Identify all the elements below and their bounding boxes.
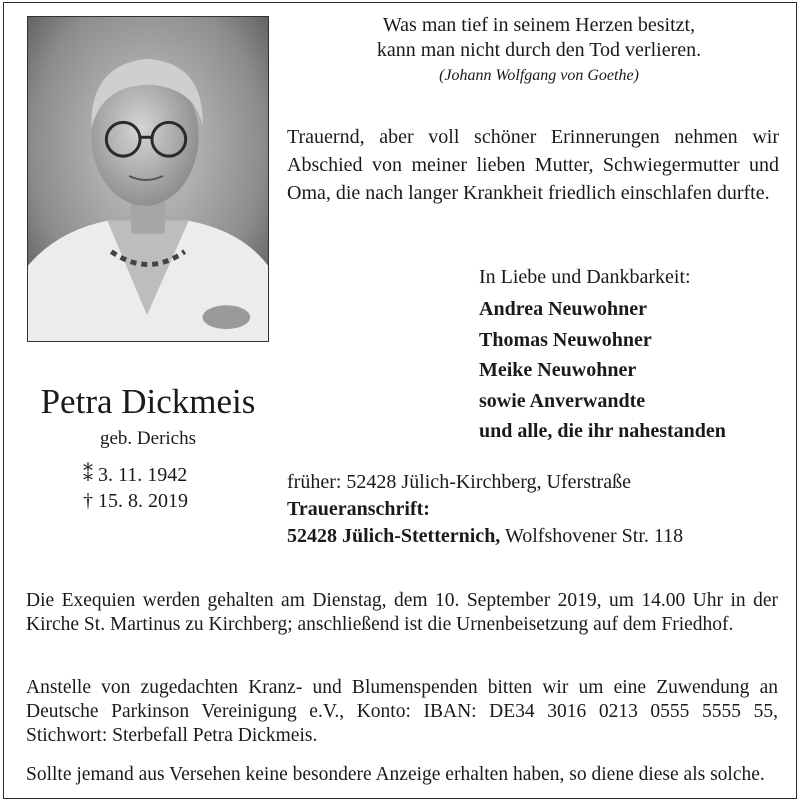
mourner-name: Andrea Neuwohner [479, 298, 647, 320]
mourners-list [479, 294, 726, 447]
thanks-line: In Liebe und Dankbarkeit: [479, 266, 691, 288]
closing-paragraph: Sollte jemand aus Versehen keine besondere Anzeige erhalten haben, so diene diese als solche. [26, 764, 765, 785]
mourning-address-street: Wolfshovener Str. 118 [500, 525, 684, 547]
portrait-photo [27, 16, 269, 342]
life-dates [83, 462, 213, 514]
deceased-block [27, 381, 269, 514]
maiden-name: geb. Derichs [99, 428, 197, 449]
mourner-name: Thomas Neuwohner [479, 328, 652, 351]
mourning-address-label: Traueranschrift: [287, 498, 430, 520]
service-paragraph: Die Exequien werden gehalten am Dienstag, dem 10. September 2019, um 14.00 Uhr in der Kirche St. Martinus zu Kirchberg; anschließend ist die Urnenbeisetzung auf dem Friedhof. [26, 590, 778, 635]
mourning-address-city: 52428 Jülich-Stetternich, [287, 525, 501, 547]
mourner-name: und alle, die ihr nahestanden [479, 420, 726, 442]
deceased-name: Petra Dickmeis [40, 382, 256, 421]
quote-author: (Johann Wolfgang von Goethe) [439, 67, 639, 84]
quote-line-2: kann man nicht durch den Tod verlieren. [376, 39, 702, 61]
intro-text: Trauernd, aber voll schöner Erinnerungen nehmen wir Abschied von meiner lieben Mutter, Schwiegermutter und Oma, die nach langer Krankheit friedlich einschlafen durfte. [287, 126, 779, 204]
birth-date: ⁑ 3. 11. 1942 [83, 464, 188, 486]
obituary-notice [3, 2, 797, 799]
former-address: früher: 52428 Jülich-Kirchberg, Uferstraße [287, 471, 631, 493]
donation-paragraph: Anstelle von zugedachten Kranz- und Blumenspenden bitten wir um eine Zuwendung an Deutsche Parkinson Vereinigung e.V., Konto: IBAN: DE34 3016 0213 0555 5555 55, Stichwort: Sterbefall Petra Dickmeis. [26, 677, 778, 746]
death-date: † 15. 8. 2019 [83, 490, 188, 512]
mourning-address [287, 523, 683, 550]
mourner-name: sowie Anverwandte [479, 389, 646, 412]
goethe-quote [304, 13, 774, 89]
quote-line-1: Was man tief in seinem Herzen besitzt, [382, 14, 696, 36]
mourner-name: Meike Neuwohner [479, 359, 637, 381]
address-block [287, 469, 683, 550]
